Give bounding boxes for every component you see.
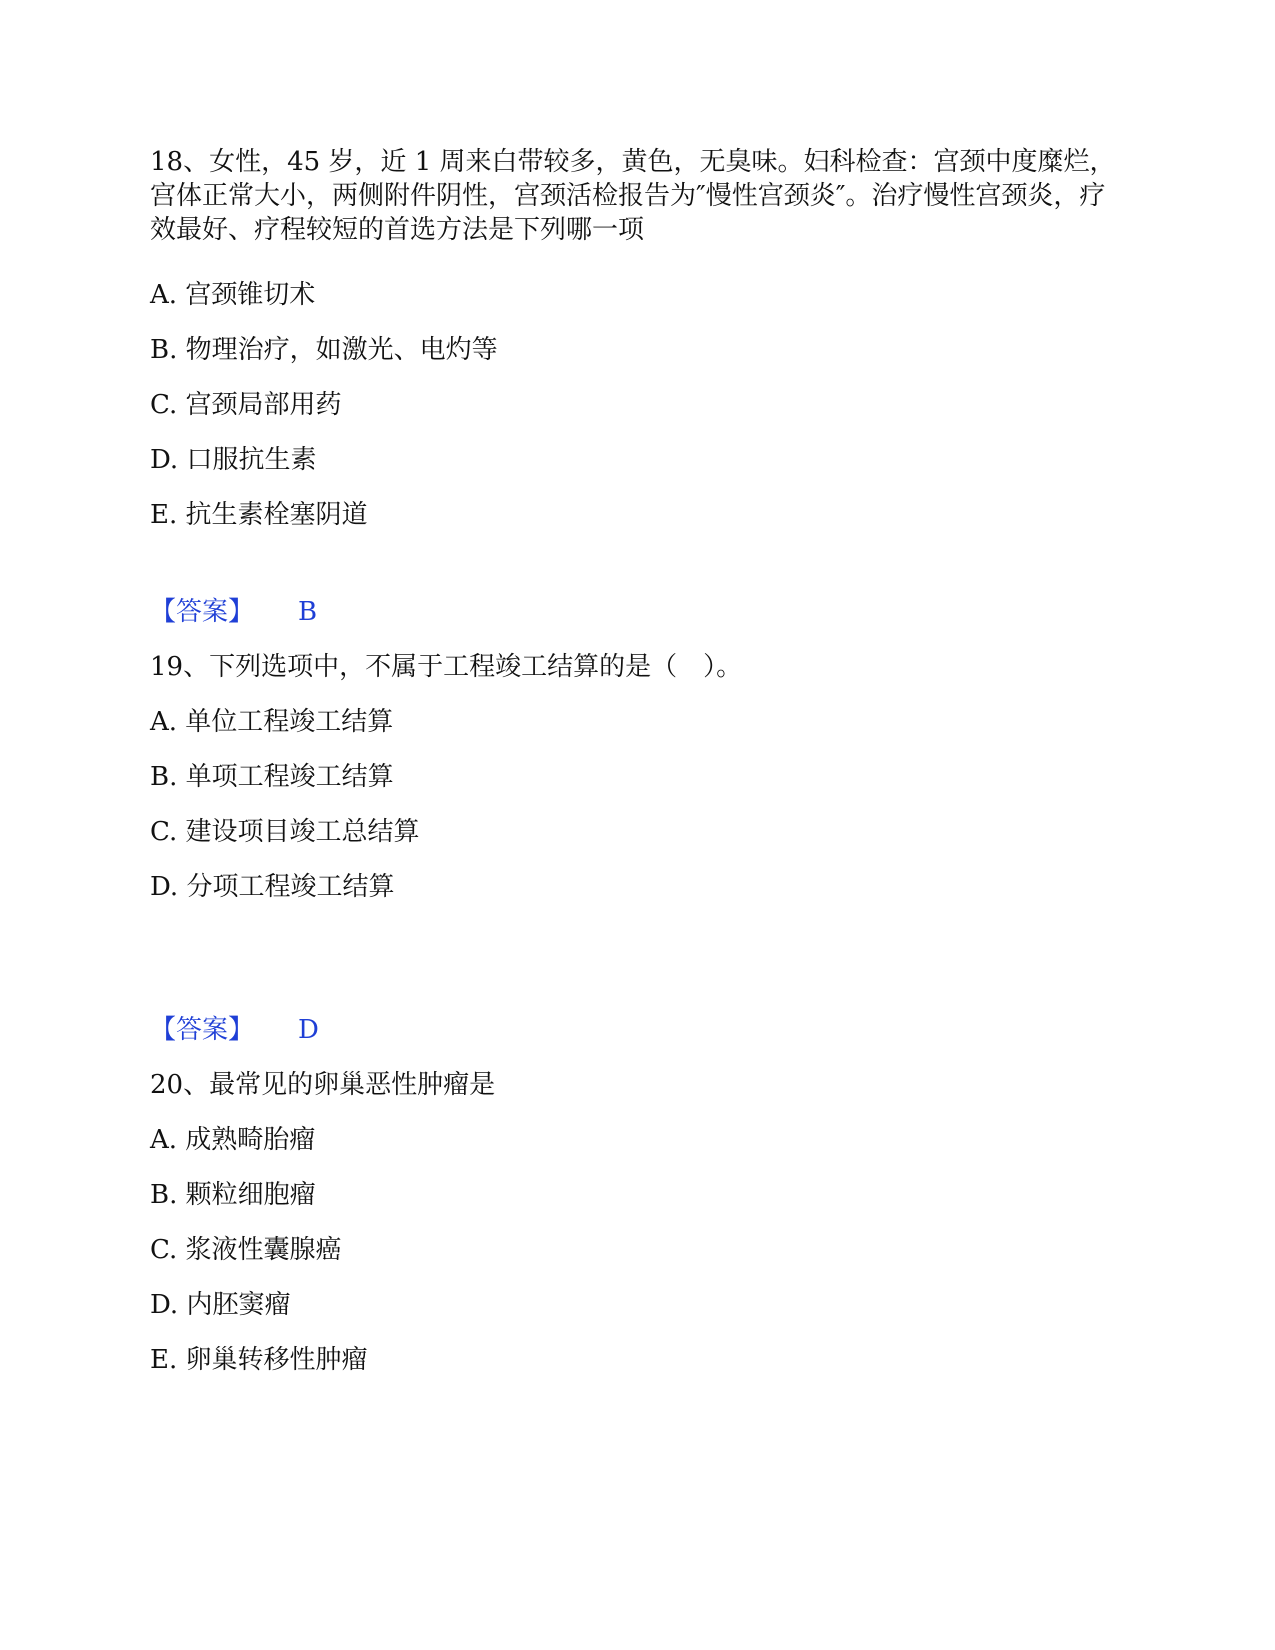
question-18-option-c: C. 宫颈局部用药 (150, 390, 342, 420)
question-19-option-c: C. 建设项目竣工总结算 (150, 817, 420, 847)
question-20-option-a: A. 成熟畸胎瘤 (150, 1125, 316, 1155)
question-19-option-d: D. 分项工程竣工结算 (150, 872, 395, 902)
question-20-stem: 20、最常见的卵巢恶性肿瘤是 (150, 1070, 496, 1100)
question-19-option-b: B. 单项工程竣工结算 (150, 762, 394, 792)
question-20-option-c: C. 浆液性囊腺癌 (150, 1235, 342, 1265)
answer-value: D (298, 1015, 319, 1045)
question-18-option-d: D. 口服抗生素 (150, 445, 317, 475)
question-20-option-d: D. 内胚窦瘤 (150, 1290, 291, 1320)
question-18-option-e: E. 抗生素栓塞阴道 (150, 500, 368, 530)
question-19-option-a: A. 单位工程竣工结算 (150, 707, 394, 737)
question-19-stem: 19、下列选项中，不属于工程竣工结算的是（ ）。 (150, 652, 743, 682)
answer-label: 【答案】 (150, 597, 255, 627)
question-18-answer (150, 595, 317, 629)
answer-value: B (298, 597, 318, 627)
question-18-option-b: B. 物理治疗，如激光、电灼等 (150, 335, 498, 365)
question-20-option-e: E. 卵巢转移性肿瘤 (150, 1345, 368, 1375)
question-19-answer (150, 1013, 319, 1047)
question-20-option-b: B. 颗粒细胞瘤 (150, 1180, 316, 1210)
question-18-option-a: A. 宫颈锥切术 (150, 280, 316, 310)
question-18-stem: 18、女性，45 岁，近 1 周来白带较多，黄色，无臭味。妇科检查：宫颈中度糜烂，宫体正常大小，两侧附件阴性，宫颈活检报告为″慢性宫颈炎″。治疗慢性宫颈炎，疗效最好、疗程较短的首选方法是下列哪一项 (150, 147, 1116, 245)
answer-label: 【答案】 (150, 1015, 255, 1045)
